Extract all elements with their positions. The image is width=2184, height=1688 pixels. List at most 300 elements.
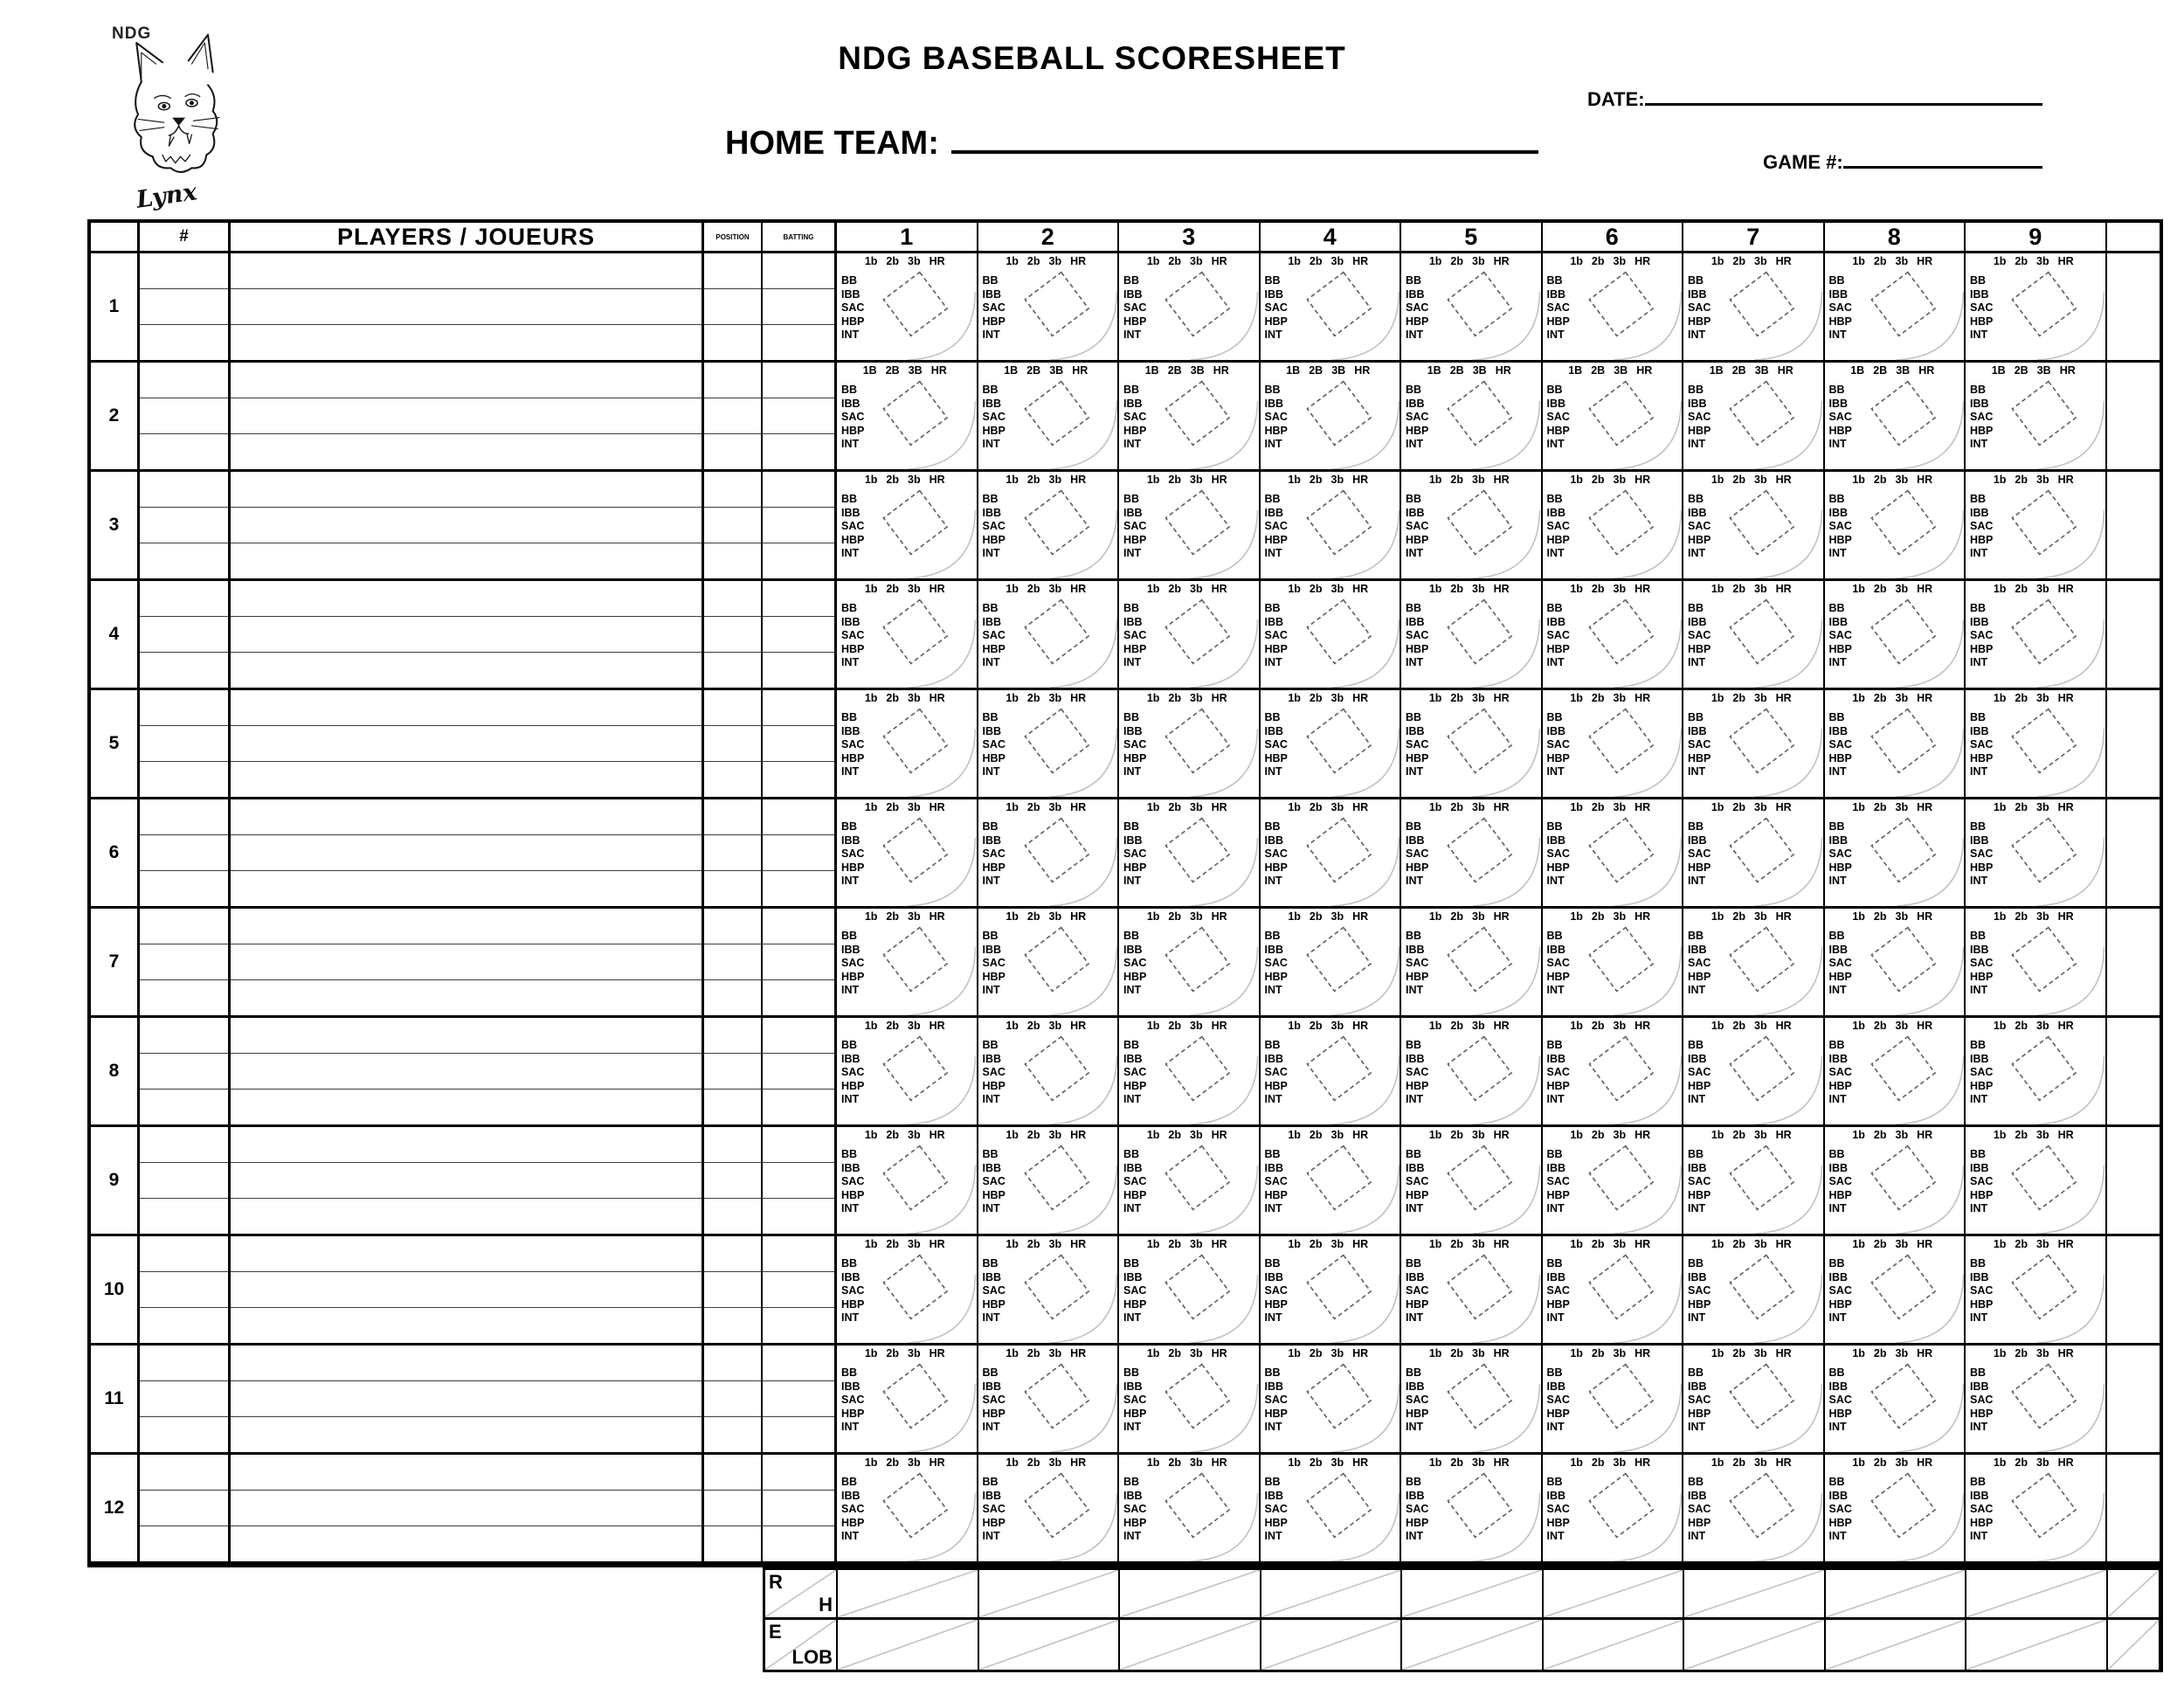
batting-line[interactable]	[763, 1526, 834, 1561]
inning-8-cell[interactable]	[1825, 909, 1966, 1018]
hit-label: 1b	[864, 255, 878, 267]
runs-hits-cell-4[interactable]	[1261, 1570, 1403, 1620]
batting-line[interactable]	[763, 762, 834, 797]
inning-7-cell[interactable]	[1683, 472, 1825, 581]
inning-6-cell[interactable]	[1543, 472, 1684, 581]
position-line[interactable]	[704, 1127, 761, 1163]
position-line[interactable]	[704, 1163, 761, 1199]
runs-hits-cell-1[interactable]	[838, 1570, 979, 1620]
player-number-line[interactable]	[140, 1236, 228, 1272]
batting-line[interactable]	[763, 398, 834, 434]
player-name-line[interactable]	[231, 980, 702, 1015]
player-name-line[interactable]	[231, 726, 702, 762]
batting-line[interactable]	[763, 434, 834, 469]
player-number-line[interactable]	[140, 1346, 228, 1381]
inning-4-cell[interactable]	[1261, 253, 1402, 363]
player-name-line[interactable]	[231, 472, 702, 508]
player-number-line[interactable]	[140, 871, 228, 906]
inning-9-cell[interactable]	[1966, 1236, 2107, 1346]
inning-3-cell[interactable]	[1119, 690, 1261, 799]
player-number-line[interactable]	[140, 434, 228, 469]
inning-9-cell[interactable]	[1966, 690, 2107, 799]
inning-5-cell[interactable]	[1401, 1236, 1543, 1346]
player-number-line[interactable]	[140, 581, 228, 617]
inning-9-cell[interactable]	[1966, 909, 2107, 1018]
batting-line[interactable]	[763, 1417, 834, 1452]
inning-8-cell[interactable]	[1825, 1127, 1966, 1236]
position-line[interactable]	[704, 1308, 761, 1343]
position-line[interactable]	[704, 1455, 761, 1491]
batting-line[interactable]	[763, 508, 834, 543]
inning-2-cell[interactable]	[978, 799, 1120, 909]
batting-line[interactable]	[763, 690, 834, 726]
inning-3-cell[interactable]	[1119, 1455, 1261, 1564]
player-number-line[interactable]	[140, 1455, 228, 1491]
inning-2-cell[interactable]	[978, 1236, 1120, 1346]
inning-5-cell[interactable]	[1401, 1346, 1543, 1455]
position-line[interactable]	[704, 1054, 761, 1090]
runs-hits-cell-spare[interactable]	[2108, 1570, 2161, 1620]
inning-7-cell[interactable]	[1683, 363, 1825, 472]
position-line[interactable]	[704, 398, 761, 434]
batting-line[interactable]	[763, 363, 834, 398]
inning-7-cell[interactable]	[1683, 909, 1825, 1018]
inning-1-cell[interactable]	[837, 1127, 978, 1236]
spare-cell[interactable]	[2107, 1455, 2160, 1564]
player-name-line[interactable]	[231, 653, 702, 688]
inning-7-cell[interactable]	[1683, 1127, 1825, 1236]
spare-cell[interactable]	[2107, 690, 2160, 799]
position-line[interactable]	[704, 871, 761, 906]
player-name-line[interactable]	[231, 363, 702, 398]
reach-label: SAC	[1123, 411, 1147, 424]
player-name-line[interactable]	[231, 690, 702, 726]
batting-line[interactable]	[763, 726, 834, 762]
batting-line[interactable]	[763, 1308, 834, 1343]
player-number-line[interactable]	[140, 1308, 228, 1343]
inning-2-cell[interactable]	[978, 1127, 1120, 1236]
position-line[interactable]	[704, 1381, 761, 1417]
spare-cell[interactable]	[2107, 1346, 2160, 1455]
position-line[interactable]	[704, 1199, 761, 1234]
inning-9-cell[interactable]	[1966, 253, 2107, 363]
player-name-line[interactable]	[231, 1090, 702, 1124]
player-name-line[interactable]	[231, 398, 702, 434]
player-number-line[interactable]	[140, 1018, 228, 1054]
errors-lob-cell-4[interactable]	[1261, 1620, 1403, 1670]
inning-5-cell[interactable]	[1401, 253, 1543, 363]
position-line[interactable]	[704, 472, 761, 508]
inning-3-cell[interactable]	[1119, 1018, 1261, 1127]
player-number-line[interactable]	[140, 980, 228, 1015]
player-number-line[interactable]	[140, 1526, 228, 1561]
inning-7-cell[interactable]	[1683, 690, 1825, 799]
inning-2-cell[interactable]	[978, 581, 1120, 690]
hit-label: HR	[1917, 1238, 1933, 1250]
errors-lob-cell-2[interactable]	[979, 1620, 1121, 1670]
position-line[interactable]	[704, 1272, 761, 1308]
hit-type-labels	[978, 474, 1115, 486]
inning-4-cell[interactable]	[1261, 472, 1402, 581]
batting-line[interactable]	[763, 472, 834, 508]
inning-4-cell[interactable]	[1261, 1018, 1402, 1127]
inning-8-cell[interactable]	[1825, 690, 1966, 799]
player-name-line[interactable]	[231, 253, 702, 289]
player-name-line[interactable]	[231, 289, 702, 325]
inning-9-cell[interactable]	[1966, 1346, 2107, 1455]
player-name-line[interactable]	[231, 1127, 702, 1163]
date-input[interactable]	[1645, 86, 2042, 106]
inning-2-cell[interactable]	[978, 690, 1120, 799]
player-number-line[interactable]	[140, 944, 228, 980]
spare-cell[interactable]	[2107, 253, 2160, 363]
inning-1-cell[interactable]	[837, 1236, 978, 1346]
reach-label: IBB	[1406, 1380, 1425, 1393]
inning-5-cell[interactable]	[1401, 581, 1543, 690]
inning-1-cell[interactable]	[837, 909, 978, 1018]
inning-6-cell[interactable]	[1543, 1236, 1684, 1346]
inning-3-cell[interactable]	[1119, 799, 1261, 909]
player-name-line[interactable]	[231, 1236, 702, 1272]
inning-2-cell[interactable]	[978, 909, 1120, 1018]
reach-label: BB	[1123, 602, 1140, 614]
inning-4-cell[interactable]	[1261, 1455, 1402, 1564]
batting-line[interactable]	[763, 1272, 834, 1308]
player-name-line[interactable]	[231, 1526, 702, 1561]
spare-cell[interactable]	[2107, 581, 2160, 690]
player-name-line[interactable]	[231, 799, 702, 835]
player-name-line[interactable]	[231, 1455, 702, 1491]
position-line[interactable]	[704, 1417, 761, 1452]
errors-lob-cell-spare[interactable]	[2108, 1620, 2161, 1670]
inning-8-cell[interactable]	[1825, 581, 1966, 690]
errors-lob-cell-8[interactable]	[1826, 1620, 1967, 1670]
inning-6-cell[interactable]	[1543, 253, 1684, 363]
inning-1-cell[interactable]	[837, 581, 978, 690]
reach-label: SAC	[841, 629, 865, 642]
position-line[interactable]	[704, 363, 761, 398]
batting-line[interactable]	[763, 835, 834, 871]
inning-5-cell[interactable]	[1401, 909, 1543, 1018]
player-number-line[interactable]	[140, 1199, 228, 1234]
player-number-line[interactable]	[140, 1381, 228, 1417]
player-name-line[interactable]	[231, 1018, 702, 1054]
inning-3-cell[interactable]	[1119, 1127, 1261, 1236]
batting-line[interactable]	[763, 1090, 834, 1124]
position-line[interactable]	[704, 909, 761, 944]
batting-lines	[763, 363, 837, 472]
game-number-input[interactable]	[1843, 149, 2042, 169]
player-number-line[interactable]	[140, 363, 228, 398]
inning-8-cell[interactable]	[1825, 1455, 1966, 1564]
inning-9-cell[interactable]	[1966, 1018, 2107, 1127]
player-number-line[interactable]	[140, 1417, 228, 1452]
player-number-line[interactable]	[140, 653, 228, 688]
position-line[interactable]	[704, 1491, 761, 1526]
player-number-line[interactable]	[140, 1163, 228, 1199]
inning-2-cell[interactable]	[978, 363, 1120, 472]
position-line[interactable]	[704, 690, 761, 726]
errors-lob-cell-1[interactable]	[838, 1620, 979, 1670]
inning-7-cell[interactable]	[1683, 1346, 1825, 1455]
position-line[interactable]	[704, 1346, 761, 1381]
player-number-line[interactable]	[140, 1054, 228, 1090]
batting-line[interactable]	[763, 1346, 834, 1381]
batting-line[interactable]	[763, 289, 834, 325]
inning-4-cell[interactable]	[1261, 909, 1402, 1018]
position-line[interactable]	[704, 289, 761, 325]
inning-8-cell[interactable]	[1825, 1018, 1966, 1127]
inning-6-cell[interactable]	[1543, 909, 1684, 1018]
inning-9-cell[interactable]	[1966, 1455, 2107, 1564]
inning-8-cell[interactable]	[1825, 472, 1966, 581]
runs-hits-cell-6[interactable]	[1544, 1570, 1685, 1620]
spare-cell[interactable]	[2107, 799, 2160, 909]
player-number-line[interactable]	[140, 289, 228, 325]
player-number-line[interactable]	[140, 472, 228, 508]
spare-cell[interactable]	[2107, 363, 2160, 472]
position-line[interactable]	[704, 653, 761, 688]
player-name-line[interactable]	[231, 1381, 702, 1417]
inning-4-cell[interactable]	[1261, 1346, 1402, 1455]
inning-4-cell[interactable]	[1261, 363, 1402, 472]
player-number-line[interactable]	[140, 617, 228, 653]
player-name-line[interactable]	[231, 434, 702, 469]
inning-4-cell[interactable]	[1261, 581, 1402, 690]
player-name-line[interactable]	[231, 835, 702, 871]
inning-5-cell[interactable]	[1401, 799, 1543, 909]
batting-line[interactable]	[763, 1236, 834, 1272]
spare-cell[interactable]	[2107, 1236, 2160, 1346]
player-number-line[interactable]	[140, 1090, 228, 1124]
hit-label: 3b	[2036, 801, 2049, 813]
player-name-line[interactable]	[231, 1272, 702, 1308]
position-line[interactable]	[704, 253, 761, 289]
inning-2-cell[interactable]	[978, 253, 1120, 363]
player-name-line[interactable]	[231, 617, 702, 653]
inning-5-cell[interactable]	[1401, 1018, 1543, 1127]
position-line[interactable]	[704, 543, 761, 578]
inning-2-cell[interactable]	[978, 1346, 1120, 1455]
player-name-line[interactable]	[231, 909, 702, 944]
player-name-line[interactable]	[231, 1054, 702, 1090]
runs-hits-cell-9[interactable]	[1966, 1570, 2108, 1620]
spare-cell[interactable]	[2107, 472, 2160, 581]
inning-1-cell[interactable]	[837, 363, 978, 472]
batting-line[interactable]	[763, 543, 834, 578]
player-name-line[interactable]	[231, 762, 702, 797]
inning-3-cell[interactable]	[1119, 581, 1261, 690]
player-number-line[interactable]	[140, 325, 228, 360]
batting-line[interactable]	[763, 581, 834, 617]
position-line[interactable]	[704, 1526, 761, 1561]
batting-line[interactable]	[763, 944, 834, 980]
inning-8-cell[interactable]	[1825, 1346, 1966, 1455]
inning-8-cell[interactable]	[1825, 799, 1966, 909]
position-line[interactable]	[704, 944, 761, 980]
inning-4-cell[interactable]	[1261, 1236, 1402, 1346]
inning-1-cell[interactable]	[837, 253, 978, 363]
batting-line[interactable]	[763, 325, 834, 360]
batting-line[interactable]	[763, 1054, 834, 1090]
inning-6-cell[interactable]	[1543, 799, 1684, 909]
player-name-line[interactable]	[231, 1346, 702, 1381]
inning-3-cell[interactable]	[1119, 1236, 1261, 1346]
inning-6-cell[interactable]	[1543, 1346, 1684, 1455]
runs-hits-cell-2[interactable]	[979, 1570, 1121, 1620]
inning-8-cell[interactable]	[1825, 1236, 1966, 1346]
player-number-line[interactable]	[140, 799, 228, 835]
player-number-line[interactable]	[140, 835, 228, 871]
position-line[interactable]	[704, 508, 761, 543]
player-number-line[interactable]	[140, 762, 228, 797]
batting-line[interactable]	[763, 1127, 834, 1163]
player-name-line[interactable]	[231, 1199, 702, 1234]
reach-label: BB	[1828, 1476, 1845, 1488]
errors-lob-cell-7[interactable]	[1684, 1620, 1826, 1670]
inning-1-cell[interactable]	[837, 1346, 978, 1455]
inning-2-cell[interactable]	[978, 1455, 1120, 1564]
inning-3-cell[interactable]	[1119, 1346, 1261, 1455]
batting-line[interactable]	[763, 1199, 834, 1234]
reach-label: BB	[1123, 1257, 1140, 1269]
reach-label: SAC	[982, 957, 1006, 970]
errors-lob-cell-3[interactable]	[1120, 1620, 1261, 1670]
inning-9-cell[interactable]	[1966, 1127, 2107, 1236]
inning-7-cell[interactable]	[1683, 1236, 1825, 1346]
player-number-line[interactable]	[140, 1491, 228, 1526]
errors-lob-cell-6[interactable]	[1544, 1620, 1685, 1670]
player-name-line[interactable]	[231, 508, 702, 543]
errors-lob-cell-9[interactable]	[1966, 1620, 2108, 1670]
batting-line[interactable]	[763, 253, 834, 289]
inning-1-cell[interactable]	[837, 1018, 978, 1127]
inning-4-cell[interactable]	[1261, 1127, 1402, 1236]
player-name-line[interactable]	[231, 1417, 702, 1452]
player-name-line[interactable]	[231, 581, 702, 617]
player-number-line[interactable]	[140, 909, 228, 944]
position-line[interactable]	[704, 1090, 761, 1124]
player-number-line[interactable]	[140, 1272, 228, 1308]
inning-1-cell[interactable]	[837, 799, 978, 909]
position-line[interactable]	[704, 434, 761, 469]
inning-2-cell[interactable]	[978, 1018, 1120, 1127]
inning-6-cell[interactable]	[1543, 690, 1684, 799]
inning-7-cell[interactable]	[1683, 1018, 1825, 1127]
batting-line[interactable]	[763, 799, 834, 835]
inning-1-cell[interactable]	[837, 690, 978, 799]
batting-line[interactable]	[763, 1163, 834, 1199]
position-line[interactable]	[704, 581, 761, 617]
inning-7-cell[interactable]	[1683, 1455, 1825, 1564]
player-name-line[interactable]	[231, 543, 702, 578]
position-line[interactable]	[704, 325, 761, 360]
inning-3-cell[interactable]	[1119, 253, 1261, 363]
errors-lob-cell-5[interactable]	[1402, 1620, 1544, 1670]
player-number-line[interactable]	[140, 726, 228, 762]
position-line[interactable]	[704, 726, 761, 762]
player-name-line[interactable]	[231, 1163, 702, 1199]
inning-9-cell[interactable]	[1966, 799, 2107, 909]
batting-line[interactable]	[763, 1018, 834, 1054]
batting-line[interactable]	[763, 617, 834, 653]
batting-line[interactable]	[763, 1455, 834, 1491]
inning-6-cell[interactable]	[1543, 1127, 1684, 1236]
reach-label: HBP	[1688, 1407, 1711, 1420]
inning-4-cell[interactable]	[1261, 690, 1402, 799]
inning-1-cell[interactable]	[837, 1455, 978, 1564]
player-name-line[interactable]	[231, 1308, 702, 1343]
position-line[interactable]	[704, 1018, 761, 1054]
inning-3-cell[interactable]	[1119, 472, 1261, 581]
inning-6-cell[interactable]	[1543, 581, 1684, 690]
runs-hits-cell-7[interactable]	[1684, 1570, 1826, 1620]
position-line[interactable]	[704, 799, 761, 835]
inning-5-cell[interactable]	[1401, 690, 1543, 799]
batting-line[interactable]	[763, 871, 834, 906]
player-number-line[interactable]	[140, 508, 228, 543]
inning-1-cell[interactable]	[837, 472, 978, 581]
player-name-line[interactable]	[231, 325, 702, 360]
inning-5-cell[interactable]	[1401, 472, 1543, 581]
inning-9-cell[interactable]	[1966, 472, 2107, 581]
player-number-line[interactable]	[140, 543, 228, 578]
home-team-input[interactable]	[951, 121, 1538, 154]
batting-line[interactable]	[763, 653, 834, 688]
runs-hits-cell-5[interactable]	[1402, 1570, 1544, 1620]
inning-5-cell[interactable]	[1401, 1455, 1543, 1564]
player-name-line[interactable]	[231, 944, 702, 980]
player-name-line[interactable]	[231, 871, 702, 906]
inning-5-cell[interactable]	[1401, 363, 1543, 472]
inning-6-cell[interactable]	[1543, 1018, 1684, 1127]
inning-2-cell[interactable]	[978, 472, 1120, 581]
inning-9-cell[interactable]	[1966, 363, 2107, 472]
runs-hits-cell-8[interactable]	[1826, 1570, 1967, 1620]
position-line[interactable]	[704, 617, 761, 653]
position-line[interactable]	[704, 762, 761, 797]
inning-6-cell[interactable]	[1543, 1455, 1684, 1564]
player-number-line[interactable]	[140, 253, 228, 289]
inning-7-cell[interactable]	[1683, 581, 1825, 690]
inning-4-cell[interactable]	[1261, 799, 1402, 909]
spare-cell[interactable]	[2107, 1127, 2160, 1236]
inning-5-cell[interactable]	[1401, 1127, 1543, 1236]
position-line[interactable]	[704, 835, 761, 871]
inning-9-cell[interactable]	[1966, 581, 2107, 690]
position-line[interactable]	[704, 980, 761, 1015]
player-number-line[interactable]	[140, 1127, 228, 1163]
batting-line[interactable]	[763, 1381, 834, 1417]
batting-line[interactable]	[763, 980, 834, 1015]
player-name-line[interactable]	[231, 1491, 702, 1526]
inning-3-cell[interactable]	[1119, 363, 1261, 472]
spare-cell[interactable]	[2107, 1018, 2160, 1127]
position-line[interactable]	[704, 1236, 761, 1272]
inning-3-cell[interactable]	[1119, 909, 1261, 1018]
batting-line[interactable]	[763, 909, 834, 944]
inning-6-cell[interactable]	[1543, 363, 1684, 472]
player-number-line[interactable]	[140, 398, 228, 434]
inning-8-cell[interactable]	[1825, 253, 1966, 363]
inning-7-cell[interactable]	[1683, 799, 1825, 909]
runs-hits-cell-3[interactable]	[1120, 1570, 1261, 1620]
inning-7-cell[interactable]	[1683, 253, 1825, 363]
player-number-line[interactable]	[140, 690, 228, 726]
batting-line[interactable]	[763, 1491, 834, 1526]
spare-cell[interactable]	[2107, 909, 2160, 1018]
inning-8-cell[interactable]	[1825, 363, 1966, 472]
